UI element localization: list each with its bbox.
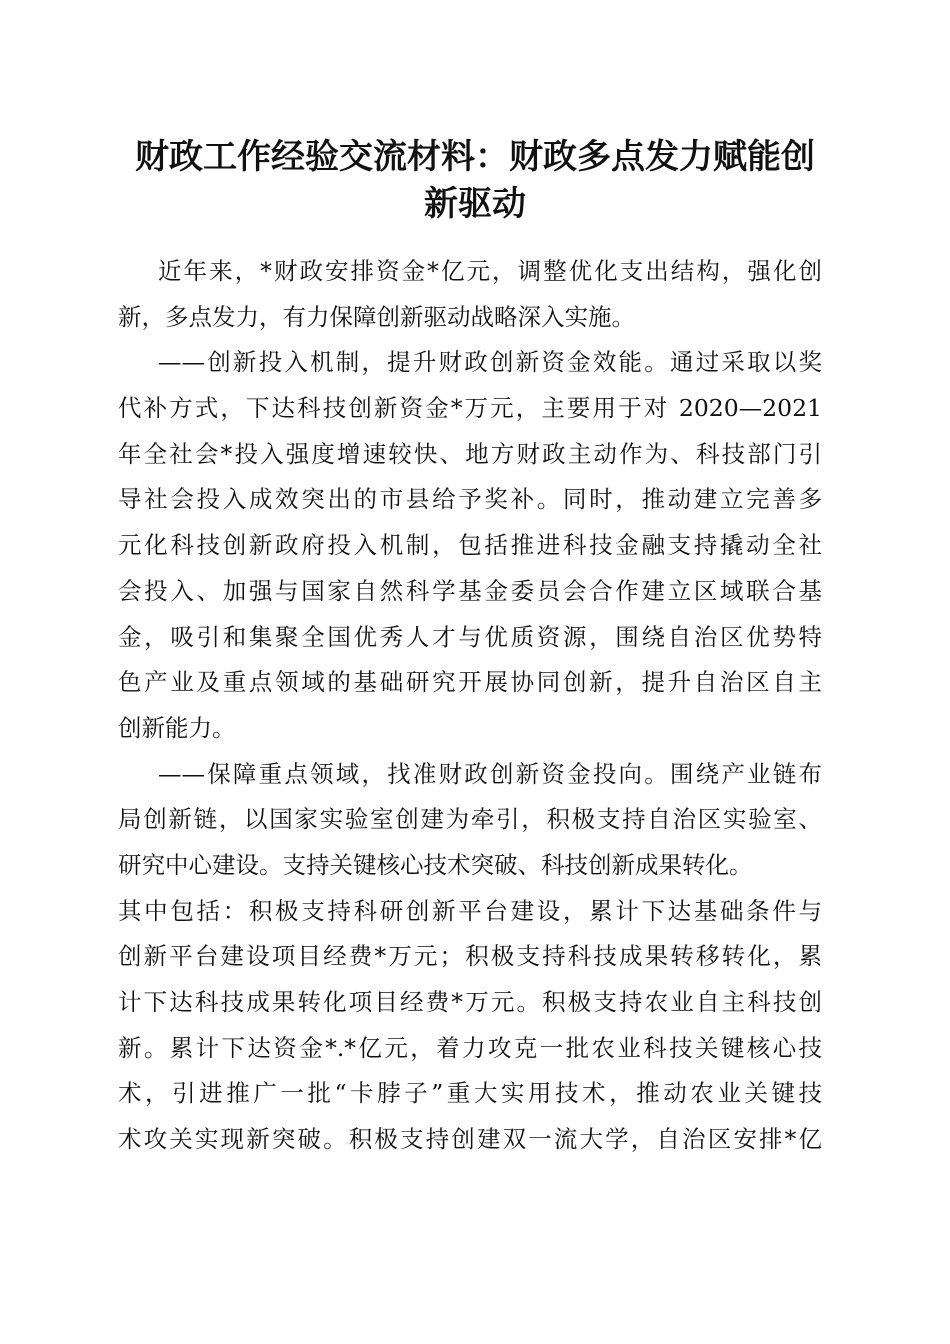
paragraph-line: 研究中心建设。支持关键核心技术突破、科技创新成果转化。 <box>118 850 753 879</box>
paragraph <box>118 249 822 340</box>
title-line: 财政工作经验交流材料：财政多点发力赋能创 <box>135 137 815 177</box>
paragraph <box>118 752 822 1163</box>
paragraph-line: 术，引进推广一批“卡脖子”重大实用技术，推动农业关键技 <box>118 1079 822 1108</box>
paragraph-line: 创新平台建设项目经费*万元；积极支持科技成果转移转化，累 <box>118 942 822 971</box>
paragraph-line: 导社会投入成效突出的市县给予奖补。同时，推动建立完善多 <box>118 485 822 514</box>
paragraph-line: 会投入、加强与国家自然科学基金委员会合作建立区域联合基 <box>118 576 822 605</box>
paragraph-line: ——保障重点领域，找准财政创新资金投向。围绕产业链布 <box>158 759 822 788</box>
paragraph <box>118 340 822 751</box>
paragraph-line: ——创新投入机制，提升财政创新资金效能。通过采取以奖 <box>158 348 822 377</box>
paragraph-line: 新。累计下达资金*.*亿元，着力攻克一批农业科技关键核心技 <box>118 1033 822 1062</box>
document-title <box>100 134 850 228</box>
paragraph-line: 新，多点发力，有力保障创新驱动战略深入实施。 <box>118 302 635 331</box>
paragraph-line: 年全社会*投入强度增速较快、地方财政主动作为、科技部门引 <box>118 439 822 468</box>
paragraph-line: 局创新链，以国家实验室创建为牵引，积极支持自治区实验室、 <box>118 805 822 834</box>
paragraph-line: 色产业及重点领域的基础研究开展协同创新，提升自治区自主 <box>118 668 822 697</box>
paragraph-line: 金，吸引和集聚全国优秀人才与优质资源，围绕自治区优势特 <box>118 622 822 651</box>
title-line: 新驱动 <box>424 184 526 224</box>
paragraph-line: 元化科技创新政府投入机制，包括推进科技金融支持撬动全社 <box>118 531 822 560</box>
paragraph-line: 创新能力。 <box>118 713 236 742</box>
paragraph-line: 术攻关实现新突破。积极支持创建双一流大学，自治区安排*亿 <box>118 1125 822 1154</box>
paragraph-line: 代补方式，下达科技创新资金*万元，主要用于对 2020—2021 <box>118 394 822 423</box>
document-body <box>118 249 822 1163</box>
paragraph-line: 近年来，*财政安排资金*亿元，调整优化支出结构，强化创 <box>158 257 822 285</box>
paragraph-line: 其中包括：积极支持科研创新平台建设，累计下达基础条件与 <box>118 896 822 925</box>
paragraph-line: 计下达科技成果转化项目经费*万元。积极支持农业自主科技创 <box>118 988 822 1016</box>
